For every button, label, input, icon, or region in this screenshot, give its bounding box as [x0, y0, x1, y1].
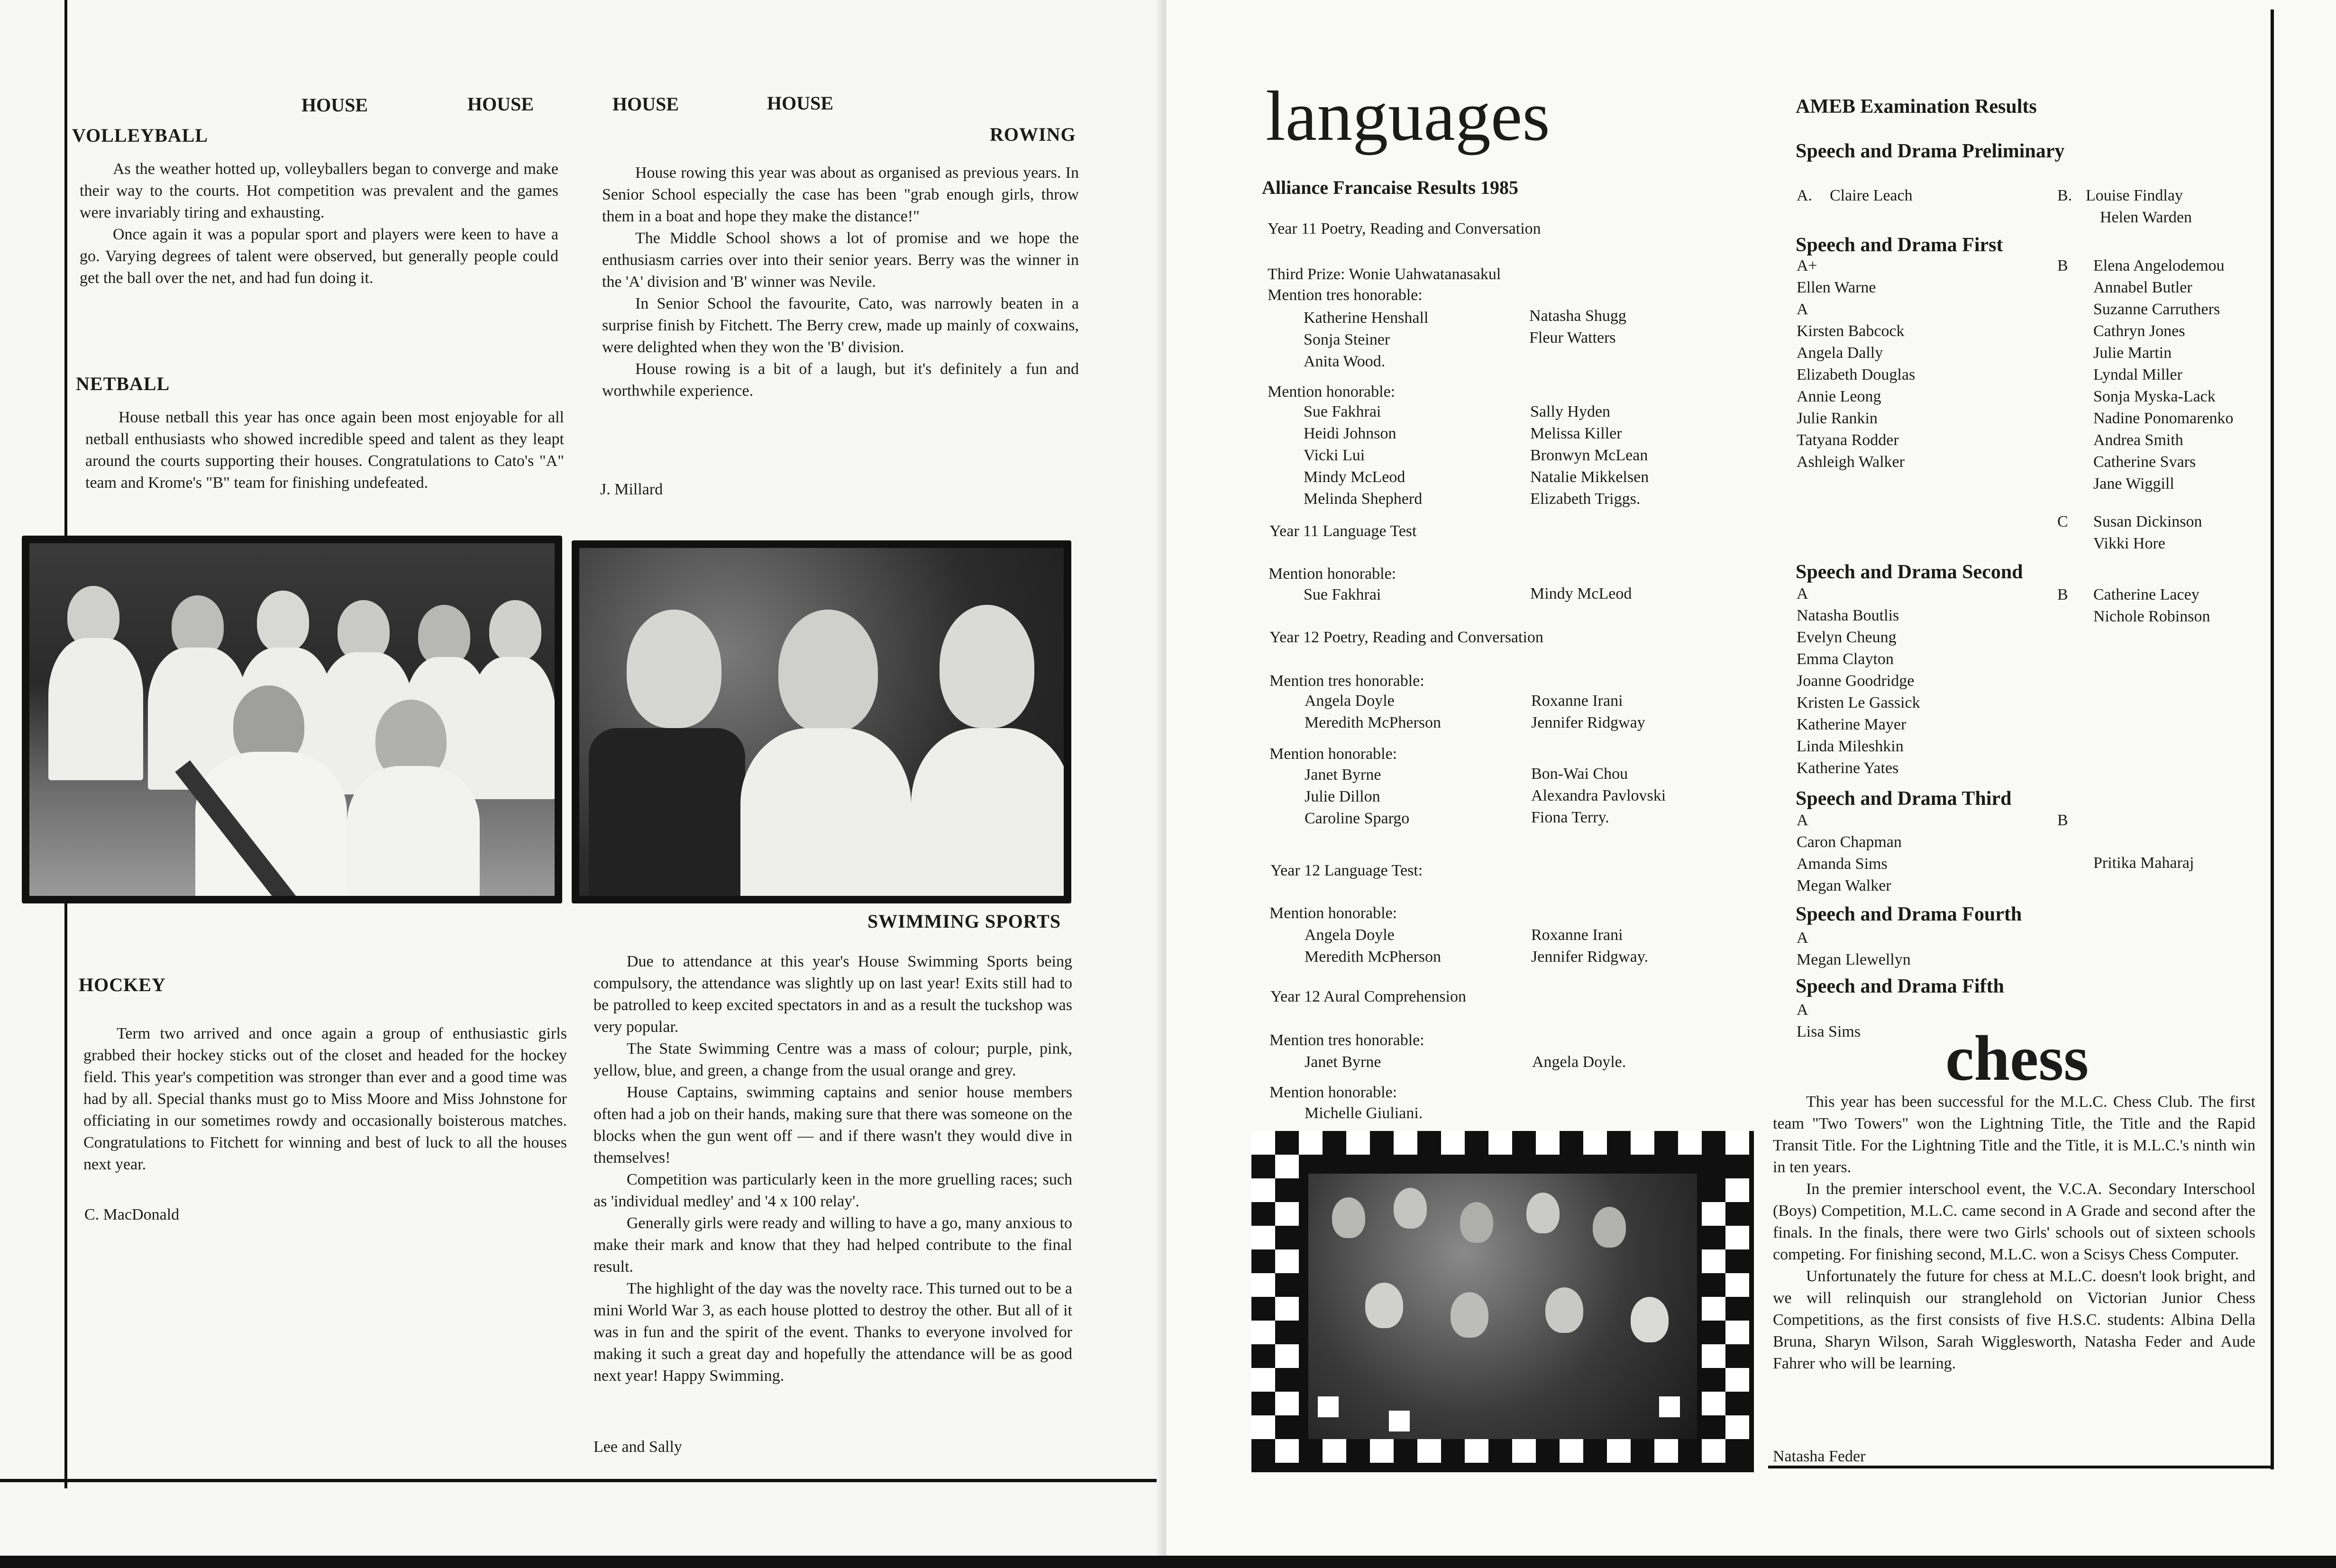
name-item: Angela Doyle	[1305, 692, 1395, 710]
volleyball-paragraph: As the weather hotted up, volleyballers began to converge and make their way to the courts. Hot competition was prevalent and the games were invariably tiring and exhausting.	[80, 160, 558, 221]
name-item: Lyndal Miller	[2093, 366, 2182, 383]
chess-paragraph: This year has been successful for the M.L.C. Chess Club. The first team "Two Towers" won the Lightning Title, the Title and the Rapid Transit Title. For the Lightning Title and the Title, it is M.L.C.'s ninth win in ten years.	[1773, 1093, 2255, 1176]
name-item: Caron Chapman	[1797, 833, 1902, 851]
mention-hon-list-1-left	[1304, 401, 1422, 510]
checker-square	[1702, 1249, 1725, 1273]
hockey-text	[83, 1023, 567, 1176]
name-item: Julie Martin	[2093, 344, 2172, 362]
name-item: Caroline Spargo	[1305, 810, 1410, 827]
student-head	[1451, 1292, 1488, 1338]
student-head	[1460, 1202, 1493, 1243]
netball-paragraph: House netball this year has once again been most enjoyable for all netball enthusiasts who showed incredible speed and talent as they leapt around the courts supporting their houses. Congratulations to Cato's "A" team and Krome's "B" team for finishing undefeated.	[85, 409, 564, 492]
checker-square	[1394, 1131, 1417, 1155]
third-grade-b: B	[2057, 811, 2068, 829]
name-item: Cathryn Jones	[2093, 322, 2185, 340]
checker-square	[1251, 1226, 1275, 1249]
name-item: Vikki Hore	[2093, 535, 2165, 552]
student-head	[1365, 1283, 1403, 1328]
name-item: Catherine Svars	[2093, 453, 2196, 471]
fourth-a-name: Megan Llewellyn	[1797, 951, 1911, 968]
checker-square	[1275, 1155, 1299, 1178]
checker-square	[1275, 1249, 1299, 1273]
mention-tres-list-1-left	[1304, 307, 1428, 373]
mention-hon-list-4-right	[1531, 924, 1648, 968]
mention-tres-label-5: Mention tres honorable:	[1269, 1031, 1424, 1049]
chess-title: chess	[1945, 1023, 2089, 1094]
name-item: Mindy McLeod	[1304, 468, 1405, 486]
name-item: Catherine Lacey	[2093, 586, 2199, 603]
name-item: Julie Rankin	[1797, 410, 1878, 427]
name-item: Fleur Watters	[1529, 329, 1616, 346]
checker-square	[1725, 1226, 1749, 1249]
left-page	[0, 0, 1166, 1568]
hockey-paragraph: Term two arrived and once again a group of enthusiastic girls grabbed their hockey sticks out of the closet and headed for the hockey field. This year's competition was stronger than ever and a good time was had by all. Special thanks must go to Miss Moore and Miss Johnstone for officiating in our sometimes rowdy and occasionally boisterous matches. Congratulations to Fitchett for winning and best of luck to all the houses next year.	[83, 1025, 567, 1173]
name-item: Nadine Ponomarenko	[2093, 410, 2234, 427]
year12-language-heading: Year 12 Language Test:	[1270, 862, 1423, 879]
year12-aural-heading: Year 12 Aural Comprehension	[1270, 988, 1466, 1005]
mention-tres-list-1-right	[1529, 305, 1626, 349]
mention-hon-list-1-right	[1530, 401, 1649, 510]
chess-author: Natasha Feder	[1773, 1448, 1866, 1465]
first-grade-c: C	[2057, 513, 2068, 530]
checker-square	[1275, 1439, 1299, 1463]
chess-paragraph: Unfortunately the future for chess at M.L.C. doesn't look bright, and we will relinquish our stranglehold on Victorian Junior Chess Competitions, as the first consists of five H.S.C. students: Albina Della Bruna, Sharyn Wilson, Sarah Wigglesworth, Natasha Feder and Aude Fahrer who will be learning.	[1773, 1267, 2255, 1372]
third-grade-a: A	[1797, 811, 1808, 829]
rowing-paragraph: House rowing is a bit of a laugh, but it's definitely a fun and worthwhile experience.	[602, 360, 1079, 400]
mention-tres-list-3-left	[1305, 690, 1441, 734]
checker-square	[1659, 1396, 1680, 1417]
name-item: Kristen Le Gassick	[1797, 694, 1920, 711]
checker-square	[1560, 1439, 1583, 1463]
swimming-paragraph: House Captains, swimming captains and senior house members often had a job on their hands, making sure that there was someone on the blocks when the gun went off — and if there wasn't they would dive in themselves!	[593, 1084, 1072, 1167]
checker-square	[1725, 1178, 1749, 1202]
hockey-heading: HOCKEY	[79, 974, 166, 995]
checker-square	[1346, 1131, 1370, 1155]
checker-square	[1251, 1415, 1275, 1439]
mention-hon-label-2: Mention honorable:	[1268, 565, 1396, 583]
checker-square	[1725, 1368, 1749, 1392]
chess-text	[1773, 1091, 2255, 1375]
girl-shirt	[740, 728, 911, 896]
checker-square	[1389, 1411, 1410, 1431]
school-blazer	[589, 728, 745, 896]
rowing-heading: ROWING	[990, 124, 1076, 145]
second-b-list	[2093, 584, 2210, 628]
year11-poetry-heading: Year 11 Poetry, Reading and Conversation	[1268, 220, 1541, 237]
alliance-subtitle: Alliance Francaise Results 1985	[1262, 177, 1519, 198]
name-item: Sonja Steiner	[1304, 331, 1390, 348]
checker-square	[1275, 1392, 1299, 1415]
name-item: Bon-Wai Chou	[1531, 765, 1628, 783]
student-head	[1526, 1193, 1560, 1233]
right-page	[1166, 0, 2336, 1568]
name-item: Susan Dickinson	[2093, 513, 2202, 530]
name-item: Melissa Killer	[1530, 425, 1622, 442]
ameb-title: AMEB Examination Results	[1796, 96, 2037, 118]
prelim-grade-b: B.	[2057, 187, 2072, 204]
year11-language-heading: Year 11 Language Test	[1269, 522, 1417, 540]
name-item: Katherine Mayer	[1797, 716, 1907, 733]
name-item: Vicki Lui	[1304, 447, 1365, 464]
rowing-text	[602, 162, 1079, 402]
swimming-heading: SWIMMING SPORTS	[867, 911, 1061, 932]
volleyball-paragraph: Once again it was a popular sport and players were keen to have a go. Varying degrees of talent were observed, but generally people could get the ball over the net, and had fun doing it.	[80, 226, 558, 287]
checker-square	[1251, 1273, 1275, 1297]
volleyball-text	[80, 158, 558, 289]
checker-square	[1631, 1131, 1654, 1155]
name-item: Natasha Shugg	[1529, 307, 1626, 325]
name-item: Elena Angelodemou	[2093, 257, 2225, 274]
first-a-list	[1797, 320, 1915, 473]
netball-text	[85, 407, 564, 494]
name-item: Roxanne Irani	[1531, 692, 1623, 710]
name-item: Jennifer Ridgway.	[1531, 948, 1649, 966]
checker-square	[1251, 1131, 1275, 1155]
checker-square	[1251, 1321, 1275, 1344]
name-item: Natalie Mikkelsen	[1530, 468, 1649, 486]
swimming-paragraph: Competition was particularly keen in the more gruelling races; such as 'individual medley' and '4 x 100 relay'.	[593, 1171, 1072, 1210]
third-prize: Third Prize: Wonie Uahwatanasakul	[1268, 265, 1501, 283]
prelim-b-list	[2086, 185, 2192, 228]
name-item: Louise Findlay	[2086, 187, 2183, 204]
girl-shirt	[911, 728, 1064, 896]
name-item: Sue Fakhrai	[1304, 403, 1381, 420]
first-grade-a: A	[1797, 301, 1808, 318]
name-item: Fiona Terry.	[1531, 809, 1609, 826]
prelim-grade-a: A.	[1797, 187, 1813, 204]
checker-square	[1251, 1368, 1275, 1392]
student-head	[1394, 1188, 1427, 1229]
checker-square	[1725, 1131, 1749, 1155]
checker-square	[1318, 1396, 1339, 1417]
third-heading: Speech and Drama Third	[1796, 788, 2012, 810]
hockey-author: C. MacDonald	[84, 1206, 180, 1223]
swimming-text	[593, 951, 1072, 1387]
name-item: Sonja Myska-Lack	[2093, 388, 2216, 405]
checker-square	[1370, 1439, 1394, 1463]
third-a-list	[1797, 831, 1902, 897]
checker-square	[1725, 1273, 1749, 1297]
name-item: Amanda Sims	[1797, 855, 1888, 873]
fourth-heading: Speech and Drama Fourth	[1796, 903, 2022, 925]
house-label-3: HOUSE	[612, 93, 679, 115]
second-grade-b: B	[2057, 586, 2068, 603]
mention-hon-label-5: Mention honorable:	[1269, 1084, 1397, 1101]
fifth-a-name: Lisa Sims	[1797, 1023, 1861, 1040]
rowing-crew-photo	[572, 540, 1071, 903]
right-border-rule	[2271, 9, 2274, 1469]
checker-square	[1441, 1131, 1465, 1155]
player-shirt	[347, 766, 480, 896]
name-item: Joanne Goodridge	[1797, 672, 1915, 690]
name-item: Anita Wood.	[1304, 353, 1386, 370]
swimming-paragraph: The State Swimming Centre was a mass of colour; purple, pink, yellow, blue, and green, a change from the usual orange and grey.	[593, 1040, 1072, 1079]
name-item: Sally Hyden	[1530, 403, 1611, 420]
first-grade-aplus: A+	[1797, 257, 1817, 274]
player-head	[257, 591, 309, 652]
name-item: Julie Dillon	[1305, 788, 1380, 805]
chess-paragraph: In the premier interschool event, the V.C.A. Secondary Interschool (Boys) Competition, M.L.C. came second in A Grade and second after the finals. In the finals, there were two Girls' schools out of sixteen schools competing. For finishing second, M.L.C. won a Scisys Chess Computer.	[1773, 1180, 2255, 1263]
house-label-1: HOUSE	[301, 94, 368, 116]
name-item: Elizabeth Triggs.	[1530, 490, 1641, 508]
name-item: Annabel Butler	[2093, 279, 2192, 296]
name-item: Megan Walker	[1797, 877, 1891, 894]
checker-square	[1678, 1131, 1702, 1155]
name-item: Heidi Johnson	[1304, 425, 1396, 442]
checker-square	[1702, 1202, 1725, 1226]
swimming-author: Lee and Sally	[593, 1438, 682, 1456]
checker-square	[1417, 1439, 1441, 1463]
first-b-list	[2093, 255, 2234, 495]
rowing-author: J. Millard	[600, 481, 663, 498]
mention-hon-label-1: Mention honorable:	[1268, 383, 1396, 401]
name-item: Jennifer Ridgway	[1531, 714, 1645, 731]
checker-square	[1512, 1439, 1536, 1463]
checker-square	[1725, 1321, 1749, 1344]
student-head	[1631, 1297, 1669, 1342]
student-head	[1593, 1207, 1626, 1248]
checker-square	[1323, 1439, 1346, 1463]
scan-bottom-edge	[0, 1556, 2336, 1568]
netball-heading: NETBALL	[76, 373, 170, 394]
mention-hon-list-3-right	[1531, 763, 1666, 829]
checker-square	[1725, 1415, 1749, 1439]
player-shirt	[48, 638, 143, 780]
name-item: Andrea Smith	[2093, 431, 2183, 449]
second-a-list	[1797, 605, 1920, 779]
house-label-2: HOUSE	[467, 93, 534, 115]
mention-hon-list-3-left	[1305, 764, 1409, 830]
name-item: Evelyn Cheung	[1797, 629, 1897, 646]
checker-square	[1654, 1439, 1678, 1463]
checker-square	[1536, 1131, 1560, 1155]
checker-square	[1275, 1344, 1299, 1368]
girl-face	[627, 610, 721, 728]
mention-hon-5-left: Michelle Giuliani.	[1305, 1104, 1423, 1122]
checker-square	[1251, 1178, 1275, 1202]
second-heading: Speech and Drama Second	[1796, 561, 2023, 583]
name-item: Bronwyn McLean	[1530, 447, 1648, 464]
name-item: Angela Doyle	[1305, 926, 1395, 944]
mention-hon-list-4-left	[1305, 924, 1441, 968]
first-aplus-name: Ellen Warne	[1797, 279, 1876, 296]
name-item: Linda Mileshkin	[1797, 738, 1904, 755]
name-item: Alexandra Pavlovski	[1531, 787, 1666, 804]
rowing-paragraph: House rowing this year was about as organised as previous years. In Senior School especially the case has been "grab enough girls, throw them in a boat and hope they make the distance!"	[602, 164, 1079, 225]
name-item: Ashleigh Walker	[1797, 453, 1905, 471]
name-item: Suzanne Carruthers	[2093, 301, 2220, 318]
mention-hon-2-right: Mindy McLeod	[1530, 585, 1632, 602]
left-bottom-rule	[0, 1479, 1157, 1482]
name-item: Natasha Boutlis	[1797, 607, 1899, 624]
rowing-paragraph: In Senior School the favourite, Cato, was narrowly beaten in a surprise finish by Fitchett. The Berry crew, made up mainly of coxwains, were delighted when they won the 'B' division.	[602, 295, 1079, 356]
name-item: Emma Clayton	[1797, 650, 1894, 668]
mention-tres-label-1: Mention tres honorable:	[1268, 286, 1423, 304]
checker-square	[1702, 1392, 1725, 1415]
player-shirt	[470, 657, 555, 799]
checker-square	[1583, 1131, 1607, 1155]
name-item: Tatyana Rodder	[1797, 431, 1899, 449]
checker-square	[1607, 1439, 1631, 1463]
name-item: Roxanne Irani	[1531, 926, 1623, 944]
student-head	[1332, 1197, 1365, 1238]
fifth-grade-a: A	[1797, 1001, 1808, 1019]
volleyball-heading: VOLLEYBALL	[72, 125, 209, 146]
mention-tres-5-left: Janet Byrne	[1305, 1053, 1381, 1071]
girl-face	[940, 605, 1034, 728]
mention-tres-label-3: Mention tres honorable:	[1269, 672, 1424, 690]
checker-square	[1465, 1439, 1488, 1463]
first-c-list	[2093, 511, 2202, 555]
checker-square	[1275, 1297, 1299, 1321]
name-item: Janet Byrne	[1305, 766, 1381, 784]
name-item: Nichole Robinson	[2093, 608, 2210, 625]
student-head	[1545, 1287, 1583, 1333]
player-head	[489, 600, 541, 662]
prelim-a-name: Claire Leach	[1830, 187, 1913, 204]
name-item: Angela Dally	[1797, 344, 1883, 362]
second-grade-a: A	[1797, 585, 1808, 602]
chess-club-collage-photo	[1251, 1131, 1754, 1472]
checker-square	[1702, 1344, 1725, 1368]
name-item: Kirsten Babcock	[1797, 322, 1905, 340]
fourth-grade-a: A	[1797, 929, 1808, 947]
name-item: Katherine Henshall	[1304, 309, 1429, 327]
first-heading: Speech and Drama First	[1796, 234, 2003, 256]
checker-square	[1702, 1297, 1725, 1321]
swimming-paragraph: Generally girls were ready and willing to have a go, many anxious to make their mark and know that they had helped contribute to the final result.	[593, 1214, 1072, 1276]
name-item: Meredith McPherson	[1305, 948, 1442, 966]
rowing-paragraph: The Middle School shows a lot of promise and we hope the enthusiasm carries over into their senior years. Berry was the winner in the 'A' division and 'B' winner was Nevile.	[602, 229, 1079, 291]
name-item: Elizabeth Douglas	[1797, 366, 1916, 383]
mention-hon-label-3: Mention honorable:	[1269, 745, 1397, 763]
prelim-heading: Speech and Drama Preliminary	[1796, 140, 2065, 162]
name-item: Annie Leong	[1797, 388, 1881, 405]
third-b-name: Pritika Maharaj	[2093, 854, 2194, 872]
checker-square	[1299, 1131, 1323, 1155]
house-label-4: HOUSE	[767, 92, 834, 114]
languages-title: languages	[1266, 77, 1550, 155]
swimming-paragraph: Due to attendance at this year's House Swimming Sports being compulsory, the attendance was slightly up on last year! Exits still had to be patrolled to keep excited spectators in and as a result the tuckshop was very popular.	[593, 953, 1072, 1036]
netball-team-photo	[22, 536, 562, 903]
swimming-paragraph: The highlight of the day was the novelty race. This turned out to be a mini World War 3, as each house plotted to destroy the other. But all of it was in fun and the spirit of the event. Thanks to everyone involved for making it such a great day and hopefully the attendance will be as good next year! Happy Swimming.	[593, 1280, 1072, 1385]
name-item: Melinda Shepherd	[1304, 490, 1423, 508]
checker-square	[1275, 1202, 1299, 1226]
year12-poetry-heading: Year 12 Poetry, Reading and Conversation	[1269, 629, 1543, 646]
girl-face	[778, 610, 878, 733]
mention-tres-5-right: Angela Doyle.	[1532, 1053, 1626, 1071]
name-item: Katherine Yates	[1797, 759, 1899, 777]
mention-tres-list-3-right	[1531, 690, 1645, 734]
name-item: Helen Warden	[2100, 209, 2192, 226]
checker-square	[1488, 1131, 1512, 1155]
mention-hon-2-left: Sue Fakhrai	[1304, 586, 1381, 603]
checker-square	[1702, 1439, 1725, 1463]
first-grade-b: B	[2057, 257, 2068, 274]
name-item: Jane Wiggill	[2093, 475, 2174, 492]
fifth-heading: Speech and Drama Fifth	[1796, 975, 2004, 997]
mention-hon-label-4: Mention honorable:	[1269, 904, 1397, 922]
name-item: Meredith McPherson	[1305, 714, 1442, 731]
